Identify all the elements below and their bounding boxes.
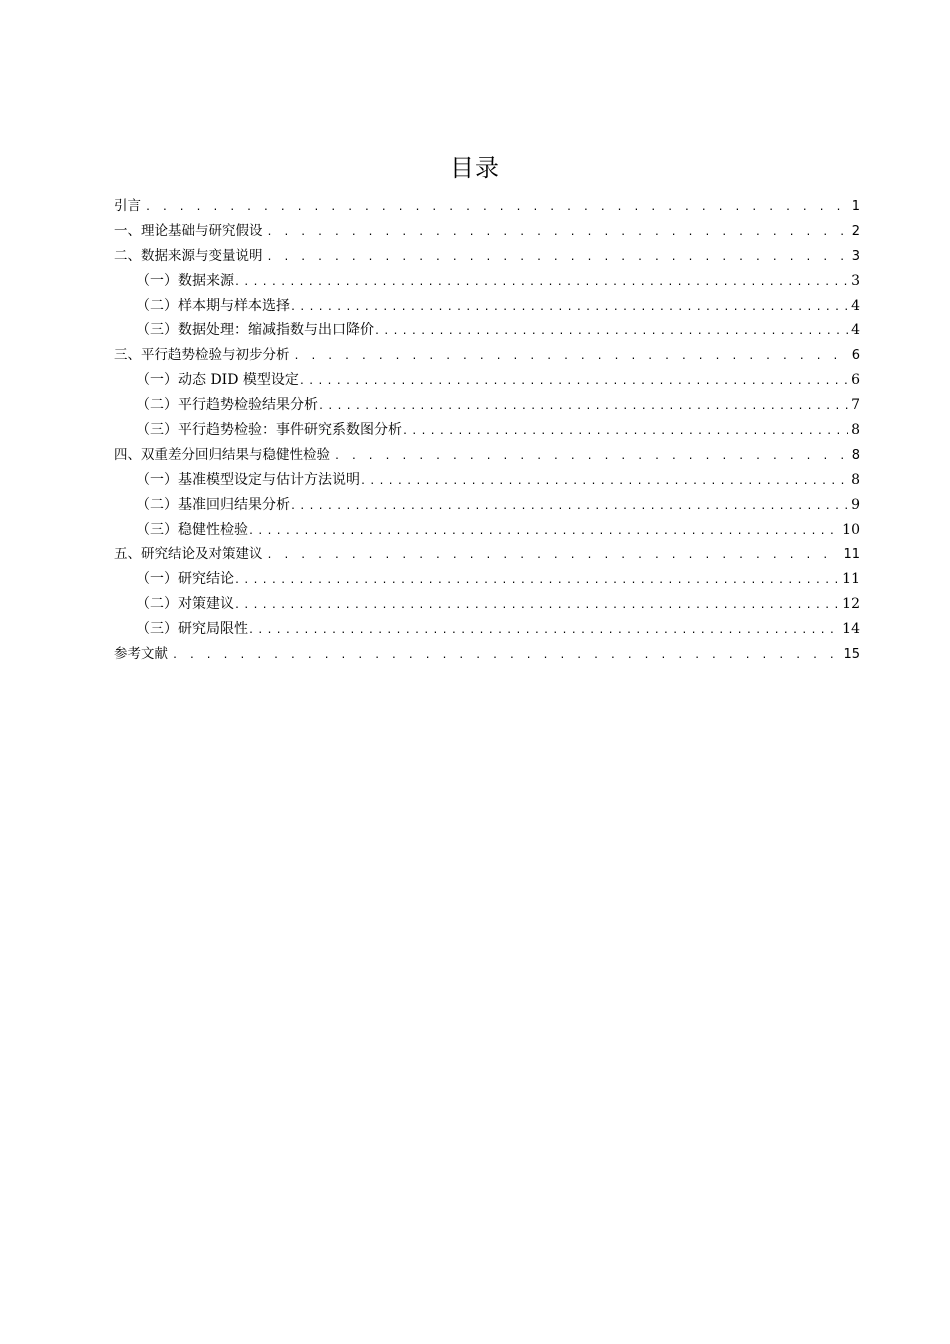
toc-entry-text: （二）基准回归结果分析 — [136, 496, 290, 513]
toc-entry-text: （一）数据来源 — [136, 272, 234, 289]
toc-dot-leader — [290, 495, 848, 520]
toc-dot-leader — [294, 345, 845, 370]
toc-dot-leader — [172, 644, 837, 669]
toc-subentry[interactable] — [114, 393, 860, 418]
toc-entry-text: 参考文献 — [114, 646, 168, 663]
toc-entry-text: （二）样本期与样本选择 — [136, 297, 290, 314]
toc-subentry[interactable] — [114, 294, 860, 319]
toc-page-number: 4 — [851, 322, 860, 339]
toc-entry-text: （二）平行趋势检验结果分析 — [136, 397, 318, 414]
toc-dot-leader — [334, 445, 844, 470]
toc-entry-text: 一、理论基础与研究假设 — [114, 222, 263, 239]
toc-subentry[interactable] — [114, 592, 860, 617]
toc-dot-leader — [145, 196, 844, 221]
toc-dot-leader — [318, 395, 848, 420]
toc-entry-text: （三）数据处理：缩减指数与出口降价 — [136, 322, 374, 339]
toc-entry-text: 三、平行趋势检验与初步分析 — [114, 347, 290, 364]
toc-page-number: 6 — [851, 372, 860, 389]
toc-entry[interactable] — [114, 343, 860, 368]
toc-page-number: 10 — [842, 521, 860, 538]
toc-subentry[interactable] — [114, 617, 860, 642]
toc-subentry[interactable] — [114, 468, 860, 493]
toc-page-number: 9 — [851, 496, 860, 513]
toc-page-number: 3 — [851, 248, 860, 264]
toc-page-number: 2 — [851, 223, 860, 239]
toc-dot-leader — [290, 296, 848, 321]
toc-dot-leader — [234, 594, 840, 619]
toc-page-number: 3 — [851, 272, 860, 289]
toc-entry[interactable] — [114, 542, 860, 567]
toc-dot-leader — [374, 320, 848, 345]
toc-entry[interactable] — [114, 642, 860, 667]
toc-dot-leader — [267, 221, 845, 246]
toc-page-number: 7 — [851, 397, 860, 414]
toc-page-number: 15 — [843, 647, 860, 663]
toc-page-number: 8 — [851, 447, 860, 463]
toc-page-number: 14 — [842, 621, 860, 638]
toc-dot-leader — [248, 619, 840, 644]
toc-subentry[interactable] — [114, 518, 860, 543]
toc-subentry[interactable] — [114, 368, 860, 393]
toc-page-number: 8 — [851, 422, 860, 439]
toc-page-number: 11 — [843, 547, 860, 563]
toc-subentry[interactable] — [114, 567, 860, 592]
toc-dot-leader — [234, 569, 840, 594]
toc-dot-leader — [402, 420, 848, 445]
toc-entry-text: （一）动态 DID 模型设定 — [136, 372, 299, 389]
toc-entry[interactable] — [114, 194, 860, 219]
toc-subentry[interactable] — [114, 269, 860, 294]
toc-entry-text: （一）研究结论 — [136, 571, 234, 588]
toc-page-number: 12 — [842, 596, 860, 613]
toc-entry-text: （二）对策建议 — [136, 596, 234, 613]
toc-page-number: 6 — [851, 348, 860, 364]
toc-dot-leader — [248, 520, 840, 545]
toc-entry[interactable] — [114, 244, 860, 269]
toc-entry-text: 五、研究结论及对策建议 — [114, 546, 263, 563]
table-of-contents — [114, 194, 860, 667]
toc-subentry[interactable] — [114, 493, 860, 518]
toc-entry-text: 二、数据来源与变量说明 — [114, 247, 263, 264]
toc-subentry[interactable] — [114, 418, 860, 443]
toc-entry-text: 四、双重差分回归结果与稳健性检验 — [114, 446, 330, 463]
toc-entry-text: （三）研究局限性 — [136, 621, 248, 638]
toc-page-number: 11 — [842, 571, 860, 588]
toc-page-number: 1 — [851, 199, 860, 214]
toc-page-number: 8 — [851, 471, 860, 488]
toc-entry-text: 引言 — [114, 198, 141, 214]
toc-dot-leader — [360, 470, 848, 495]
toc-page-number: 4 — [851, 297, 860, 314]
toc-title: 目录 — [450, 154, 500, 182]
toc-entry[interactable] — [114, 219, 860, 244]
toc-dot-leader — [267, 246, 845, 271]
toc-entry[interactable] — [114, 443, 860, 468]
toc-entry-text: （一）基准模型设定与估计方法说明 — [136, 471, 360, 488]
toc-subentry[interactable] — [114, 318, 860, 343]
toc-dot-leader — [299, 370, 848, 395]
toc-dot-leader — [234, 271, 848, 296]
toc-entry-text: （三）稳健性检验 — [136, 521, 248, 538]
toc-dot-leader — [267, 544, 838, 569]
toc-entry-text: （三）平行趋势检验：事件研究系数图分析 — [136, 422, 402, 439]
